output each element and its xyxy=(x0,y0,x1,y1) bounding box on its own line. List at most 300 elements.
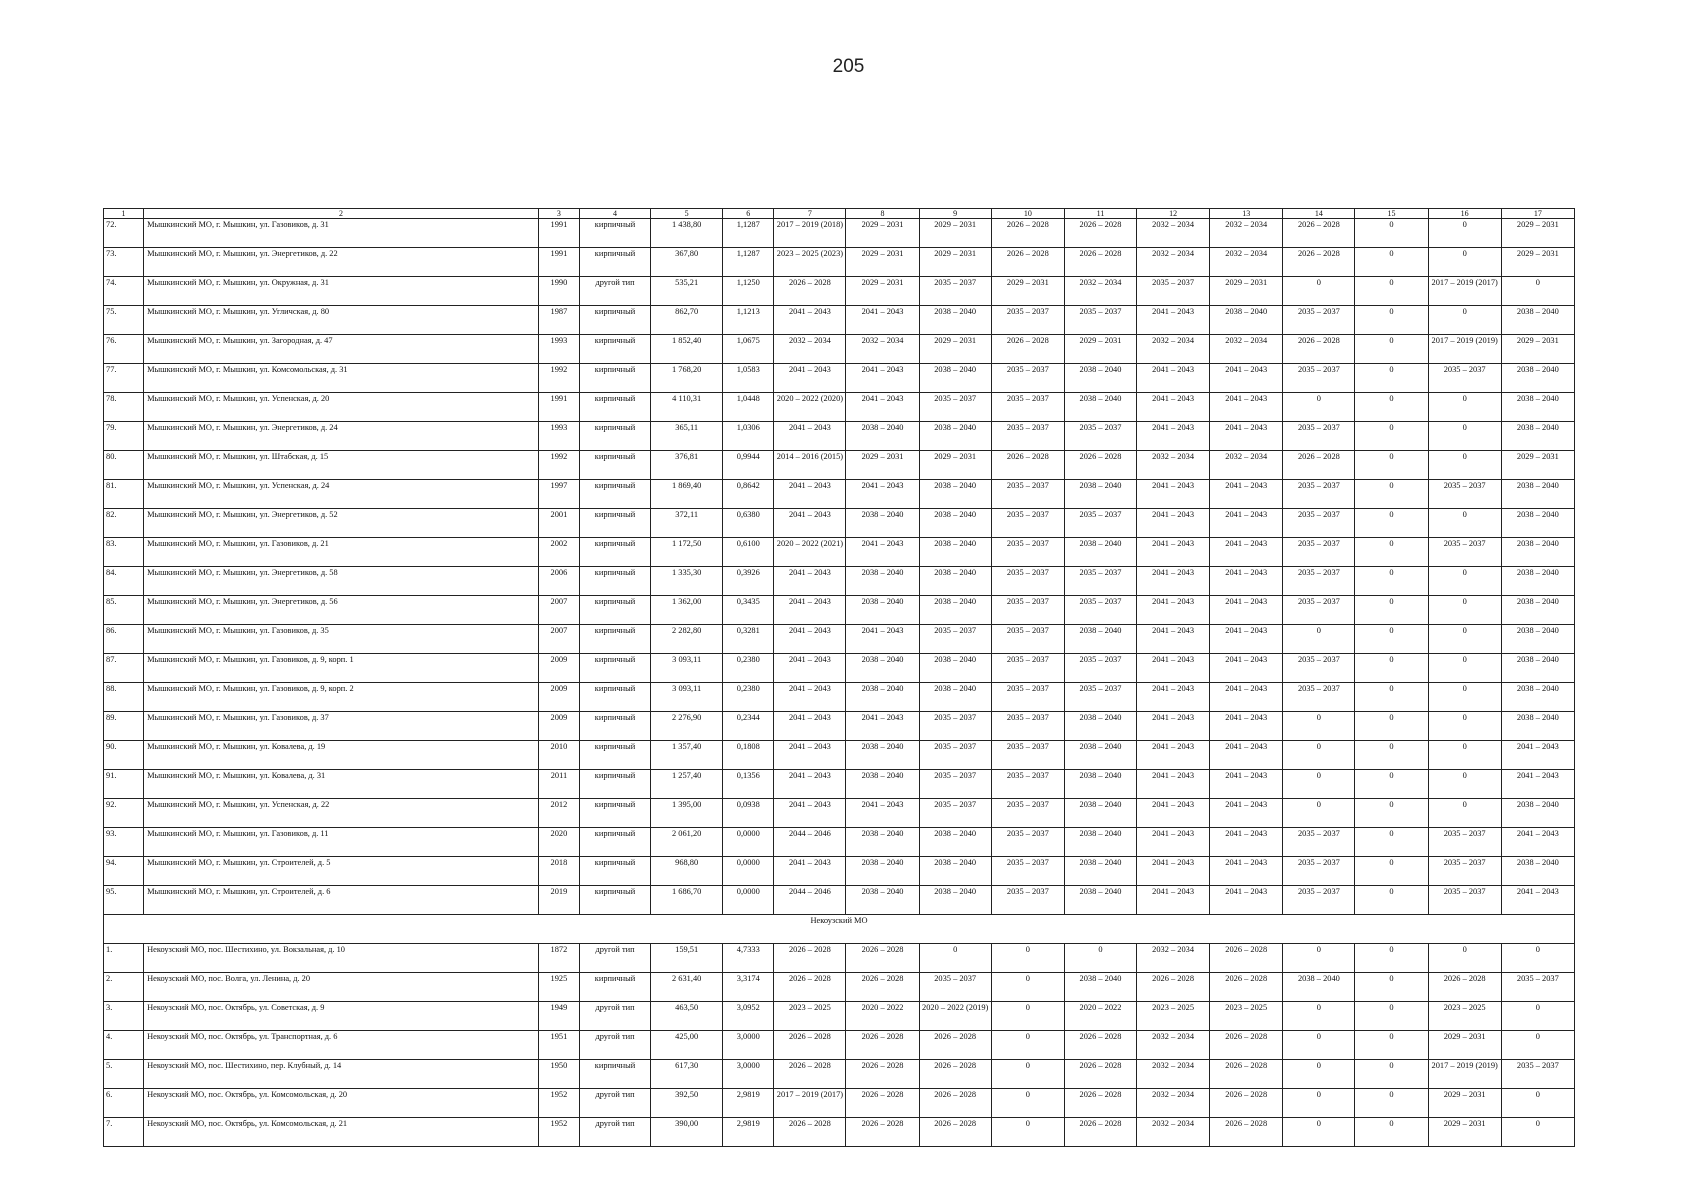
table-cell-col-12: 2041 – 2043 xyxy=(1137,741,1210,770)
table-cell-col-6: 4,7333 xyxy=(723,944,774,973)
table-cell-col-5: 1 172,50 xyxy=(651,538,723,567)
table-cell-col-8: 2041 – 2043 xyxy=(846,306,919,335)
table-cell-col-11: 2038 – 2040 xyxy=(1064,393,1136,422)
table-cell-col-17: 2038 – 2040 xyxy=(1501,364,1574,393)
table-row xyxy=(104,828,1575,857)
table-cell-col-11: 2029 – 2031 xyxy=(1064,335,1136,364)
table-cell-col-2: Мышкинский МО, г. Мышкин, ул. Энергетиков, д. 58 xyxy=(144,567,539,596)
table-cell-col-15: 0 xyxy=(1355,1031,1428,1060)
table-row xyxy=(104,944,1575,973)
table-cell-col-13: 2032 – 2034 xyxy=(1210,248,1283,277)
table-cell-col-9: 2035 – 2037 xyxy=(919,741,991,770)
table-cell-col-10: 2026 – 2028 xyxy=(991,248,1064,277)
table-cell-col-10: 0 xyxy=(991,1089,1064,1118)
table-cell-col-14: 2035 – 2037 xyxy=(1283,886,1355,915)
section-header-row xyxy=(104,915,1575,944)
table-cell-col-3: 1951 xyxy=(538,1031,579,1060)
table-cell-col-7: 2026 – 2028 xyxy=(774,1031,846,1060)
table-cell-col-7: 2026 – 2028 xyxy=(774,1118,846,1147)
table-cell-col-16: 0 xyxy=(1428,248,1501,277)
table-cell-col-9: 0 xyxy=(919,944,991,973)
table-cell-col-15: 0 xyxy=(1355,480,1428,509)
table-cell-col-11: 2035 – 2037 xyxy=(1064,509,1136,538)
table-cell-col-14: 2035 – 2037 xyxy=(1283,480,1355,509)
table-cell-col-4: кирпичный xyxy=(579,828,650,857)
table-cell-col-14: 2038 – 2040 xyxy=(1283,973,1355,1002)
table-cell-col-7: 2017 – 2019 (2018) xyxy=(774,219,846,248)
table-cell-col-5: 1 852,40 xyxy=(651,335,723,364)
table-cell-col-13: 2041 – 2043 xyxy=(1210,567,1283,596)
table-row xyxy=(104,248,1575,277)
table-cell-col-5: 862,70 xyxy=(651,306,723,335)
table-row xyxy=(104,1002,1575,1031)
table-cell-col-13: 2041 – 2043 xyxy=(1210,654,1283,683)
table-row xyxy=(104,219,1575,248)
table-cell-col-2: Мышкинский МО, г. Мышкин, ул. Штабская, д. 15 xyxy=(144,451,539,480)
table-cell-col-6: 1,1287 xyxy=(723,219,774,248)
table-cell-col-13: 2026 – 2028 xyxy=(1210,1089,1283,1118)
table-cell-col-2: Мышкинский МО, г. Мышкин, ул. Успенская, д. 22 xyxy=(144,799,539,828)
table-cell-col-11: 2026 – 2028 xyxy=(1064,248,1136,277)
table-cell-col-8: 2038 – 2040 xyxy=(846,886,919,915)
table-cell-col-13: 2032 – 2034 xyxy=(1210,219,1283,248)
table-cell-col-10: 2035 – 2037 xyxy=(991,799,1064,828)
table-row xyxy=(104,857,1575,886)
table-cell-col-12: 2041 – 2043 xyxy=(1137,393,1210,422)
table-cell-col-4: кирпичный xyxy=(579,683,650,712)
table-cell-col-6: 0,1356 xyxy=(723,770,774,799)
table-cell-col-6: 0,0000 xyxy=(723,828,774,857)
table-cell-col-9: 2038 – 2040 xyxy=(919,654,991,683)
table-cell-col-13: 2026 – 2028 xyxy=(1210,1118,1283,1147)
table-cell-col-16: 2035 – 2037 xyxy=(1428,480,1501,509)
table-cell-col-10: 2035 – 2037 xyxy=(991,422,1064,451)
table-cell-col-16: 0 xyxy=(1428,393,1501,422)
table-cell-col-8: 2026 – 2028 xyxy=(846,1060,919,1089)
table-cell-col-17: 0 xyxy=(1501,277,1574,306)
table-cell-col-13: 2041 – 2043 xyxy=(1210,857,1283,886)
table-cell-col-8: 2041 – 2043 xyxy=(846,712,919,741)
table-cell-col-13: 2038 – 2040 xyxy=(1210,306,1283,335)
table-cell-col-10: 2035 – 2037 xyxy=(991,712,1064,741)
table-cell-col-5: 372,11 xyxy=(651,509,723,538)
table-cell-col-7: 2017 – 2019 (2017) xyxy=(774,1089,846,1118)
table-cell-col-2: Мышкинский МО, г. Мышкин, ул. Успенская, д. 24 xyxy=(144,480,539,509)
table-cell-col-6: 1,0583 xyxy=(723,364,774,393)
table-cell-col-9: 2038 – 2040 xyxy=(919,306,991,335)
table-cell-col-10: 0 xyxy=(991,973,1064,1002)
table-cell-col-9: 2029 – 2031 xyxy=(919,451,991,480)
table-cell-col-7: 2041 – 2043 xyxy=(774,799,846,828)
table-cell-col-14: 2035 – 2037 xyxy=(1283,538,1355,567)
table-row xyxy=(104,741,1575,770)
table-cell-col-12: 2041 – 2043 xyxy=(1137,799,1210,828)
table-row xyxy=(104,1031,1575,1060)
table-cell-col-5: 2 061,20 xyxy=(651,828,723,857)
table-cell-col-7: 2023 – 2025 xyxy=(774,1002,846,1031)
table-cell-col-14: 2035 – 2037 xyxy=(1283,828,1355,857)
table-cell-col-7: 2026 – 2028 xyxy=(774,277,846,306)
table-cell-col-15: 0 xyxy=(1355,567,1428,596)
table-cell-col-4: кирпичный xyxy=(579,393,650,422)
table-cell-col-7: 2026 – 2028 xyxy=(774,1060,846,1089)
table-cell-col-11: 2038 – 2040 xyxy=(1064,973,1136,1002)
table-cell-col-2: Мышкинский МО, г. Мышкин, ул. Газовиков, д. 31 xyxy=(144,219,539,248)
table-cell-col-14: 0 xyxy=(1283,277,1355,306)
table-cell-col-7: 2041 – 2043 xyxy=(774,741,846,770)
table-row xyxy=(104,973,1575,1002)
table-cell-col-11: 2035 – 2037 xyxy=(1064,596,1136,625)
table-cell-col-15: 0 xyxy=(1355,944,1428,973)
table-cell-col-2: Некоузский МО, пос. Октябрь, ул. Комсомольская, д. 21 xyxy=(144,1118,539,1147)
table-row xyxy=(104,596,1575,625)
table-cell-col-16: 0 xyxy=(1428,451,1501,480)
table-cell-col-17: 2041 – 2043 xyxy=(1501,828,1574,857)
header-cell-col-17: 17 xyxy=(1501,209,1574,219)
table-row xyxy=(104,393,1575,422)
table-cell-col-12: 2041 – 2043 xyxy=(1137,828,1210,857)
table-cell-col-13: 2041 – 2043 xyxy=(1210,422,1283,451)
table-cell-col-3: 2007 xyxy=(538,596,579,625)
table-cell-col-6: 1,0675 xyxy=(723,335,774,364)
table-cell-col-9: 2026 – 2028 xyxy=(919,1060,991,1089)
table-cell-col-7: 2041 – 2043 xyxy=(774,654,846,683)
table-cell-col-2: Мышкинский МО, г. Мышкин, ул. Успенская, д. 20 xyxy=(144,393,539,422)
table-cell-col-12: 2041 – 2043 xyxy=(1137,538,1210,567)
table-cell-col-17: 0 xyxy=(1501,1031,1574,1060)
table-cell-col-3: 1993 xyxy=(538,335,579,364)
table-cell-col-16: 2017 – 2019 (2017) xyxy=(1428,277,1501,306)
table-cell-col-13: 2041 – 2043 xyxy=(1210,596,1283,625)
table-cell-col-14: 2035 – 2037 xyxy=(1283,654,1355,683)
table-cell-col-17: 0 xyxy=(1501,944,1574,973)
table-cell-col-9: 2038 – 2040 xyxy=(919,509,991,538)
table-cell-col-2: Мышкинский МО, г. Мышкин, ул. Газовиков, д. 37 xyxy=(144,712,539,741)
table-cell-col-14: 0 xyxy=(1283,741,1355,770)
table-cell-col-15: 0 xyxy=(1355,1002,1428,1031)
table-cell-col-1: 89. xyxy=(104,712,144,741)
table-cell-col-1: 80. xyxy=(104,451,144,480)
table-cell-col-11: 2038 – 2040 xyxy=(1064,886,1136,915)
table-cell-col-9: 2038 – 2040 xyxy=(919,828,991,857)
table-cell-col-11: 2026 – 2028 xyxy=(1064,1031,1136,1060)
table-cell-col-11: 2026 – 2028 xyxy=(1064,1089,1136,1118)
table-cell-col-4: кирпичный xyxy=(579,480,650,509)
table-cell-col-12: 2041 – 2043 xyxy=(1137,857,1210,886)
header-cell-col-7: 7 xyxy=(774,209,846,219)
table-cell-col-11: 2035 – 2037 xyxy=(1064,654,1136,683)
table-cell-col-16: 0 xyxy=(1428,712,1501,741)
table-cell-col-4: кирпичный xyxy=(579,451,650,480)
table-cell-col-14: 2026 – 2028 xyxy=(1283,335,1355,364)
table-cell-col-16: 2035 – 2037 xyxy=(1428,828,1501,857)
table-row xyxy=(104,770,1575,799)
table-cell-col-15: 0 xyxy=(1355,770,1428,799)
table-cell-col-12: 2041 – 2043 xyxy=(1137,625,1210,654)
table-cell-col-12: 2023 – 2025 xyxy=(1137,1002,1210,1031)
table-cell-col-17: 2038 – 2040 xyxy=(1501,480,1574,509)
table-cell-col-4: другой тип xyxy=(579,944,650,973)
table-cell-col-9: 2029 – 2031 xyxy=(919,219,991,248)
table-cell-col-6: 0,3926 xyxy=(723,567,774,596)
table-cell-col-17: 0 xyxy=(1501,1089,1574,1118)
table-cell-col-11: 2035 – 2037 xyxy=(1064,422,1136,451)
table-cell-col-16: 0 xyxy=(1428,219,1501,248)
table-cell-col-15: 0 xyxy=(1355,1060,1428,1089)
table-cell-col-2: Мышкинский МО, г. Мышкин, ул. Энергетиков, д. 22 xyxy=(144,248,539,277)
table-cell-col-9: 2038 – 2040 xyxy=(919,480,991,509)
table-cell-col-8: 2026 – 2028 xyxy=(846,1089,919,1118)
table-cell-col-11: 2038 – 2040 xyxy=(1064,538,1136,567)
table-cell-col-1: 78. xyxy=(104,393,144,422)
table-cell-col-2: Мышкинский МО, г. Мышкин, ул. Газовиков, д. 9, корп. 2 xyxy=(144,683,539,712)
table-cell-col-11: 2026 – 2028 xyxy=(1064,219,1136,248)
table-cell-col-2: Мышкинский МО, г. Мышкин, ул. Энергетиков, д. 52 xyxy=(144,509,539,538)
table-cell-col-14: 0 xyxy=(1283,625,1355,654)
table-cell-col-8: 2038 – 2040 xyxy=(846,422,919,451)
table-cell-col-10: 2035 – 2037 xyxy=(991,567,1064,596)
table-cell-col-6: 1,0448 xyxy=(723,393,774,422)
table-cell-col-8: 2038 – 2040 xyxy=(846,654,919,683)
table-row xyxy=(104,1060,1575,1089)
table-cell-col-11: 2038 – 2040 xyxy=(1064,625,1136,654)
table-cell-col-13: 2026 – 2028 xyxy=(1210,973,1283,1002)
table-cell-col-16: 0 xyxy=(1428,654,1501,683)
header-cell-col-13: 13 xyxy=(1210,209,1283,219)
table-cell-col-15: 0 xyxy=(1355,364,1428,393)
table-cell-col-10: 2035 – 2037 xyxy=(991,770,1064,799)
table-cell-col-5: 4 110,31 xyxy=(651,393,723,422)
table-cell-col-1: 83. xyxy=(104,538,144,567)
table-cell-col-5: 535,21 xyxy=(651,277,723,306)
table-cell-col-13: 2041 – 2043 xyxy=(1210,625,1283,654)
table-cell-col-5: 159,51 xyxy=(651,944,723,973)
table-cell-col-7: 2032 – 2034 xyxy=(774,335,846,364)
table-cell-col-4: другой тип xyxy=(579,1118,650,1147)
table-cell-col-17: 0 xyxy=(1501,1118,1574,1147)
table-cell-col-8: 2029 – 2031 xyxy=(846,451,919,480)
table-cell-col-1: 81. xyxy=(104,480,144,509)
table-cell-col-5: 390,00 xyxy=(651,1118,723,1147)
table-cell-col-15: 0 xyxy=(1355,538,1428,567)
table-cell-col-13: 2032 – 2034 xyxy=(1210,335,1283,364)
table-cell-col-4: кирпичный xyxy=(579,654,650,683)
table-cell-col-12: 2032 – 2034 xyxy=(1137,944,1210,973)
table-cell-col-17: 2038 – 2040 xyxy=(1501,567,1574,596)
table-cell-col-12: 2041 – 2043 xyxy=(1137,654,1210,683)
table-cell-col-16: 2029 – 2031 xyxy=(1428,1031,1501,1060)
table-cell-col-7: 2014 – 2016 (2015) xyxy=(774,451,846,480)
table-cell-col-1: 82. xyxy=(104,509,144,538)
table-cell-col-7: 2041 – 2043 xyxy=(774,596,846,625)
table-cell-col-12: 2041 – 2043 xyxy=(1137,596,1210,625)
table-cell-col-3: 2020 xyxy=(538,828,579,857)
table-cell-col-13: 2041 – 2043 xyxy=(1210,770,1283,799)
table-cell-col-7: 2026 – 2028 xyxy=(774,973,846,1002)
header-cell-col-3: 3 xyxy=(538,209,579,219)
table-cell-col-11: 2038 – 2040 xyxy=(1064,741,1136,770)
table-cell-col-9: 2029 – 2031 xyxy=(919,248,991,277)
table-cell-col-1: 5. xyxy=(104,1060,144,1089)
table-cell-col-8: 2041 – 2043 xyxy=(846,364,919,393)
table-cell-col-2: Некоузский МО, пос. Октябрь, ул. Советская, д. 9 xyxy=(144,1002,539,1031)
table-cell-col-2: Мышкинский МО, г. Мышкин, ул. Окружная, д. 31 xyxy=(144,277,539,306)
table-cell-col-14: 0 xyxy=(1283,1060,1355,1089)
table-cell-col-5: 1 257,40 xyxy=(651,770,723,799)
table-cell-col-11: 2020 – 2022 xyxy=(1064,1002,1136,1031)
table-cell-col-2: Некоузский МО, пос. Шестихино, ул. Вокзальная, д. 10 xyxy=(144,944,539,973)
table-cell-col-1: 6. xyxy=(104,1089,144,1118)
table-cell-col-12: 2032 – 2034 xyxy=(1137,1060,1210,1089)
table-cell-col-15: 0 xyxy=(1355,422,1428,451)
table-cell-col-8: 2026 – 2028 xyxy=(846,944,919,973)
table-cell-col-16: 2035 – 2037 xyxy=(1428,538,1501,567)
table-cell-col-7: 2041 – 2043 xyxy=(774,422,846,451)
table-cell-col-7: 2041 – 2043 xyxy=(774,364,846,393)
table-cell-col-7: 2020 – 2022 (2021) xyxy=(774,538,846,567)
table-cell-col-5: 1 438,80 xyxy=(651,219,723,248)
table-cell-col-9: 2035 – 2037 xyxy=(919,393,991,422)
table-cell-col-12: 2041 – 2043 xyxy=(1137,770,1210,799)
table-cell-col-3: 2009 xyxy=(538,654,579,683)
table-cell-col-8: 2041 – 2043 xyxy=(846,625,919,654)
table-cell-col-11: 2032 – 2034 xyxy=(1064,277,1136,306)
table-cell-col-14: 0 xyxy=(1283,944,1355,973)
table-cell-col-12: 2041 – 2043 xyxy=(1137,480,1210,509)
table-cell-col-6: 3,0000 xyxy=(723,1060,774,1089)
table-cell-col-4: кирпичный xyxy=(579,219,650,248)
table-cell-col-16: 0 xyxy=(1428,799,1501,828)
table-cell-col-15: 0 xyxy=(1355,1089,1428,1118)
table-cell-col-8: 2029 – 2031 xyxy=(846,219,919,248)
table-cell-col-2: Некоузский МО, пос. Октябрь, ул. Комсомольская, д. 20 xyxy=(144,1089,539,1118)
table-cell-col-1: 90. xyxy=(104,741,144,770)
table-cell-col-17: 2038 – 2040 xyxy=(1501,625,1574,654)
header-cell-col-6: 6 xyxy=(723,209,774,219)
table-cell-col-6: 0,0000 xyxy=(723,857,774,886)
table-cell-col-10: 2035 – 2037 xyxy=(991,654,1064,683)
table-cell-col-1: 1. xyxy=(104,944,144,973)
table-cell-col-10: 2026 – 2028 xyxy=(991,335,1064,364)
table-cell-col-6: 2,9819 xyxy=(723,1089,774,1118)
table-cell-col-3: 1872 xyxy=(538,944,579,973)
table-cell-col-11: 2035 – 2037 xyxy=(1064,683,1136,712)
table-row xyxy=(104,799,1575,828)
table-cell-col-4: кирпичный xyxy=(579,306,650,335)
table-cell-col-2: Мышкинский МО, г. Мышкин, ул. Комсомольская, д. 31 xyxy=(144,364,539,393)
header-cell-col-5: 5 xyxy=(651,209,723,219)
table-cell-col-13: 2026 – 2028 xyxy=(1210,944,1283,973)
table-row xyxy=(104,538,1575,567)
table-cell-col-12: 2041 – 2043 xyxy=(1137,422,1210,451)
table-cell-col-6: 3,3174 xyxy=(723,973,774,1002)
header-cell-col-8: 8 xyxy=(846,209,919,219)
table-cell-col-15: 0 xyxy=(1355,886,1428,915)
table-cell-col-3: 2009 xyxy=(538,712,579,741)
table-cell-col-9: 2026 – 2028 xyxy=(919,1089,991,1118)
table-cell-col-14: 2035 – 2037 xyxy=(1283,422,1355,451)
table-cell-col-13: 2029 – 2031 xyxy=(1210,277,1283,306)
table-cell-col-4: другой тип xyxy=(579,1031,650,1060)
table-cell-col-2: Мышкинский МО, г. Мышкин, ул. Энергетиков, д. 56 xyxy=(144,596,539,625)
table-cell-col-5: 1 768,20 xyxy=(651,364,723,393)
table-cell-col-15: 0 xyxy=(1355,219,1428,248)
table-cell-col-8: 2038 – 2040 xyxy=(846,683,919,712)
table-cell-col-9: 2038 – 2040 xyxy=(919,364,991,393)
table-row xyxy=(104,306,1575,335)
header-cell-col-1: 1 xyxy=(104,209,144,219)
table-cell-col-4: кирпичный xyxy=(579,538,650,567)
table-cell-col-4: кирпичный xyxy=(579,596,650,625)
table-cell-col-12: 2041 – 2043 xyxy=(1137,509,1210,538)
table-cell-col-15: 0 xyxy=(1355,741,1428,770)
table-cell-col-11: 2038 – 2040 xyxy=(1064,857,1136,886)
table-cell-col-9: 2029 – 2031 xyxy=(919,335,991,364)
table-cell-col-6: 3,0000 xyxy=(723,1031,774,1060)
table-cell-col-6: 1,1250 xyxy=(723,277,774,306)
table-cell-col-10: 2035 – 2037 xyxy=(991,625,1064,654)
table-cell-col-16: 0 xyxy=(1428,509,1501,538)
table-cell-col-13: 2041 – 2043 xyxy=(1210,799,1283,828)
table-cell-col-7: 2041 – 2043 xyxy=(774,567,846,596)
table-cell-col-16: 0 xyxy=(1428,567,1501,596)
table-cell-col-10: 2035 – 2037 xyxy=(991,364,1064,393)
table-cell-col-5: 1 362,00 xyxy=(651,596,723,625)
table-cell-col-11: 2038 – 2040 xyxy=(1064,799,1136,828)
table-cell-col-17: 2038 – 2040 xyxy=(1501,393,1574,422)
table-cell-col-11: 2038 – 2040 xyxy=(1064,480,1136,509)
table-cell-col-1: 77. xyxy=(104,364,144,393)
table-cell-col-10: 2035 – 2037 xyxy=(991,480,1064,509)
table-cell-col-3: 1991 xyxy=(538,219,579,248)
table-cell-col-5: 2 276,90 xyxy=(651,712,723,741)
table-row xyxy=(104,1089,1575,1118)
table-cell-col-8: 2029 – 2031 xyxy=(846,248,919,277)
table-cell-col-10: 0 xyxy=(991,944,1064,973)
table-cell-col-14: 2035 – 2037 xyxy=(1283,364,1355,393)
table-cell-col-4: кирпичный xyxy=(579,770,650,799)
table-cell-col-12: 2032 – 2034 xyxy=(1137,1118,1210,1147)
table-row xyxy=(104,364,1575,393)
section-title: Некоузский МО xyxy=(104,915,1575,944)
table-cell-col-3: 2001 xyxy=(538,509,579,538)
table-cell-col-5: 1 395,00 xyxy=(651,799,723,828)
table-cell-col-13: 2041 – 2043 xyxy=(1210,828,1283,857)
table-cell-col-14: 2035 – 2037 xyxy=(1283,567,1355,596)
table-cell-col-15: 0 xyxy=(1355,654,1428,683)
table-cell-col-17: 2029 – 2031 xyxy=(1501,335,1574,364)
table-cell-col-9: 2035 – 2037 xyxy=(919,770,991,799)
table-cell-col-9: 2035 – 2037 xyxy=(919,973,991,1002)
table-cell-col-3: 1990 xyxy=(538,277,579,306)
table-cell-col-10: 2035 – 2037 xyxy=(991,741,1064,770)
header-cell-col-10: 10 xyxy=(991,209,1064,219)
table-cell-col-3: 1993 xyxy=(538,422,579,451)
table-cell-col-8: 2038 – 2040 xyxy=(846,741,919,770)
table-cell-col-4: кирпичный xyxy=(579,567,650,596)
table-cell-col-17: 2041 – 2043 xyxy=(1501,770,1574,799)
table-cell-col-13: 2041 – 2043 xyxy=(1210,683,1283,712)
table-cell-col-7: 2041 – 2043 xyxy=(774,770,846,799)
table-cell-col-8: 2038 – 2040 xyxy=(846,509,919,538)
table-row xyxy=(104,654,1575,683)
table-cell-col-9: 2038 – 2040 xyxy=(919,567,991,596)
table-row xyxy=(104,886,1575,915)
table-cell-col-14: 2026 – 2028 xyxy=(1283,451,1355,480)
table-cell-col-2: Мышкинский МО, г. Мышкин, ул. Газовиков, д. 11 xyxy=(144,828,539,857)
table-cell-col-2: Некоузский МО, пос. Волга, ул. Ленина, д. 20 xyxy=(144,973,539,1002)
table-cell-col-13: 2026 – 2028 xyxy=(1210,1031,1283,1060)
